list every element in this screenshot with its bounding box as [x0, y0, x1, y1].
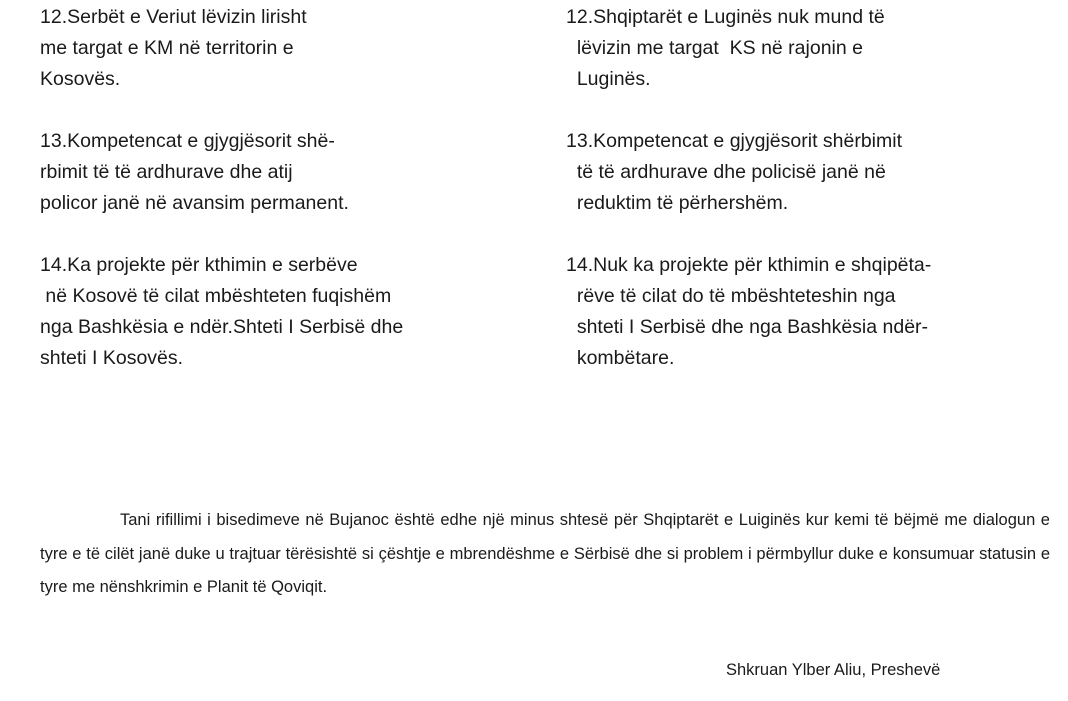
text-line: rbimit të të ardhurave dhe atij: [40, 161, 293, 183]
text-line: 13.Kompetencat e gjygjësorit shë-: [40, 130, 335, 152]
text-line: të të ardhurave dhe policisë janë në: [566, 161, 886, 183]
text-line: në Kosovë të cilat mbështeten fuqishëm: [40, 285, 392, 307]
right-column: [566, 2, 1036, 405]
left-column: [40, 2, 510, 405]
text-line: rëve të cilat do të mbështeteshin nga: [566, 285, 896, 307]
closing-paragraph: Tani rifillimi i bisedimeve në Bujanoc është edhe një minus shtesë për Shqiptarët e Luiginës kur kemi të bëjmë me dialogun e tyre e të cilët janë duke u trajtuar tërësishtë si çështje e mbrendëshme e Sërbisë dhe si problem i përmbyllur duke e konsumuar statusin e tyre me nënshkrimin e Planit të Qoviqit.: [40, 511, 1050, 596]
text-line: nga Bashkësia e ndër.Shteti I Serbisë dhe: [40, 316, 404, 338]
text-line: 14.Ka projekte për kthimin e serbëve: [40, 254, 358, 276]
left-item-12: [40, 2, 510, 95]
text-line: kombëtare.: [566, 347, 675, 369]
text-line: Luginës.: [566, 68, 651, 90]
left-item-14: [40, 250, 510, 374]
right-item-12: [566, 2, 1036, 95]
text-line: 14.Nuk ka projekte për kthimin e shqipëta-: [566, 254, 932, 276]
text-line: 13.Kompetencat e gjygjësorit shërbimit: [566, 130, 903, 152]
text-line: shteti I Kosovës.: [40, 347, 184, 369]
text-line: lëvizin me targat KS në rajonin e: [566, 37, 863, 59]
text-line: shteti I Serbisë dhe nga Bashkësia ndër-: [566, 316, 929, 338]
right-item-13: [566, 126, 1036, 219]
left-item-13: [40, 126, 510, 219]
text-line: reduktim të përhershëm.: [566, 192, 789, 214]
text-line: policor janë në avansim permanent.: [40, 192, 349, 214]
text-line: me targat e KM në territorin e: [40, 37, 294, 59]
text-line: Kosovës.: [40, 68, 121, 90]
author-signature: Shkruan Ylber Aliu, Preshevë: [726, 661, 941, 679]
right-item-14: [566, 250, 1036, 374]
text-line: 12.Shqiptarët e Luginës nuk mund të: [566, 6, 885, 28]
text-line: 12.Serbët e Veriut lëvizin lirisht: [40, 6, 307, 28]
